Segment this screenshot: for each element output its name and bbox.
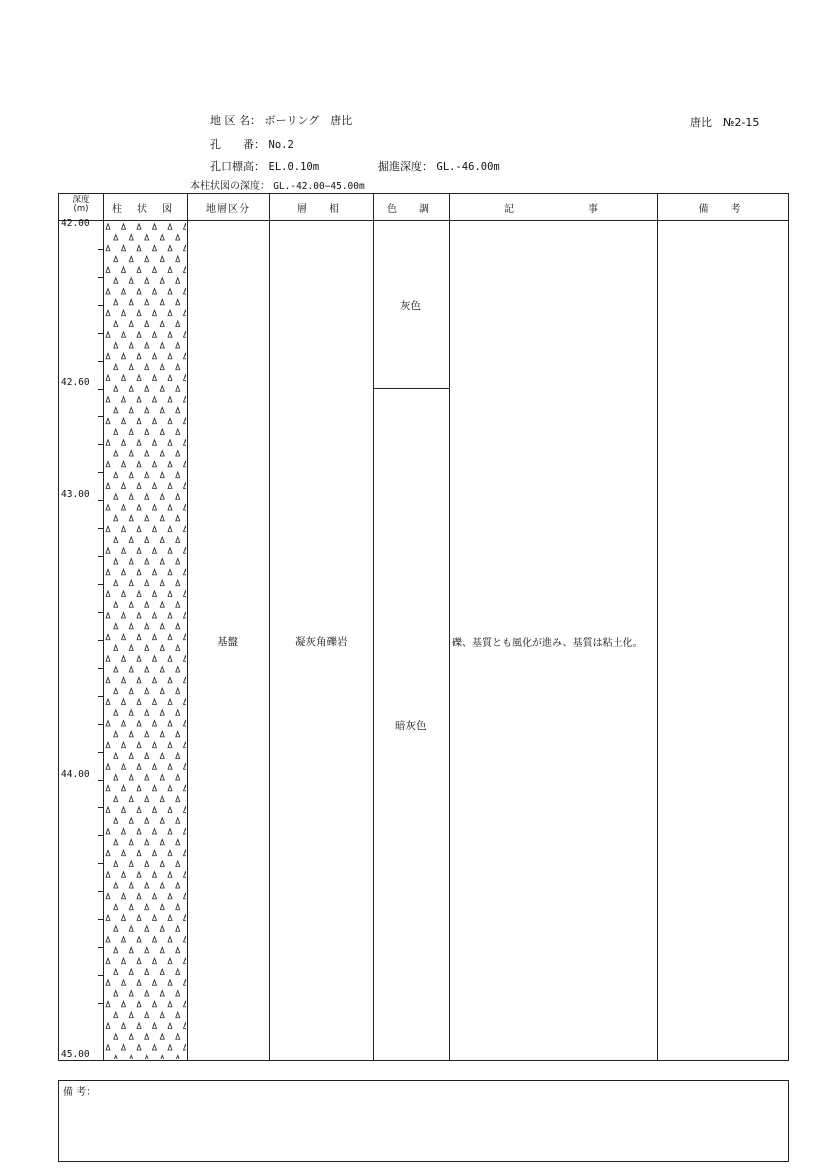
depth-tick — [98, 333, 103, 334]
col-header-column-chart: 柱 状 図 — [111, 204, 179, 215]
depth-tick — [98, 1003, 103, 1004]
facies-value: 凝灰角礫岩 — [295, 636, 348, 648]
divider-color — [449, 194, 450, 1060]
chart-range-label: 本柱状図の深度： — [190, 181, 270, 192]
divider-facies — [373, 194, 374, 1060]
depth-tick — [98, 724, 103, 725]
area-name-row — [210, 112, 352, 128]
depth-label-42-60: 42.60 — [61, 377, 90, 388]
depth-tick — [98, 696, 103, 697]
chart-range-value: GL.-42.00−45.00m — [273, 181, 365, 192]
depth-tick — [98, 947, 103, 948]
color-upper-value: 灰色 — [400, 300, 421, 312]
depth-tick — [98, 584, 103, 585]
chart-range-row — [190, 177, 365, 192]
depth-tick — [98, 668, 103, 669]
drilling-depth-label: 掘進深度： — [378, 160, 433, 173]
depth-tick — [98, 891, 103, 892]
drilling-depth-value: GL.-46.00m — [436, 161, 500, 173]
depth-tick — [98, 975, 103, 976]
depth-tick-major — [98, 389, 103, 390]
elevation-label: 孔口標高： — [210, 160, 265, 173]
depth-label-42-00: 42.00 — [61, 218, 90, 229]
description-value: 礫、基質とも風化が進み、基質は粘土化。 — [452, 638, 643, 649]
depth-tick — [98, 919, 103, 920]
depth-tick — [98, 640, 103, 641]
drilling-depth-row — [378, 158, 500, 174]
col-header-depth-text: 深度 (m) — [72, 195, 90, 214]
col-header-facies: 層 相 — [297, 204, 345, 215]
area-name-label: 地 区 名： — [210, 114, 261, 127]
depth-tick — [98, 305, 103, 306]
column-chart-pattern — [104, 221, 186, 1059]
stratum-value: 基盤 — [217, 636, 238, 648]
hole-number-row — [210, 136, 294, 152]
depth-tick — [98, 612, 103, 613]
color-boundary-line — [373, 388, 449, 389]
hole-number-label: 孔 番： — [210, 138, 265, 151]
col-header-depth — [59, 194, 103, 221]
depth-tick — [98, 416, 103, 417]
col-header-color: 色 調 — [387, 204, 435, 215]
depth-tick — [98, 528, 103, 529]
hole-number-value: No.2 — [268, 139, 294, 151]
elevation-row — [210, 158, 319, 174]
depth-label-44-00: 44.00 — [61, 769, 90, 780]
depth-tick — [98, 556, 103, 557]
depth-tick — [98, 807, 103, 808]
elevation-value: EL.0.10m — [268, 161, 320, 173]
boring-log-table — [58, 193, 789, 1061]
col-header-remarks: 備 考 — [698, 204, 747, 215]
depth-tick-major — [98, 780, 103, 781]
sheet-id: 唐比 №2-15 — [690, 116, 760, 129]
depth-tick — [98, 444, 103, 445]
divider-chart — [187, 194, 188, 1060]
depth-tick — [98, 752, 103, 753]
depth-tick-major — [98, 500, 103, 501]
remarks-label: 備 考： — [63, 1087, 97, 1098]
divider-stratum — [269, 194, 270, 1060]
depth-tick — [98, 361, 103, 362]
color-lower-value: 暗灰色 — [395, 720, 427, 732]
depth-tick — [98, 835, 103, 836]
depth-tick — [98, 277, 103, 278]
col-header-stratum: 地層区分 — [206, 204, 250, 215]
depth-label-43-00: 43.00 — [61, 489, 90, 500]
depth-label-45-00: 45.00 — [61, 1049, 90, 1060]
depth-tick — [98, 249, 103, 250]
col-header-description: 記 事 — [504, 204, 602, 215]
depth-tick — [98, 863, 103, 864]
remarks-box — [58, 1080, 789, 1162]
depth-tick — [98, 472, 103, 473]
area-name-value: ボーリング 唐比 — [264, 114, 353, 127]
divider-description — [657, 194, 658, 1060]
